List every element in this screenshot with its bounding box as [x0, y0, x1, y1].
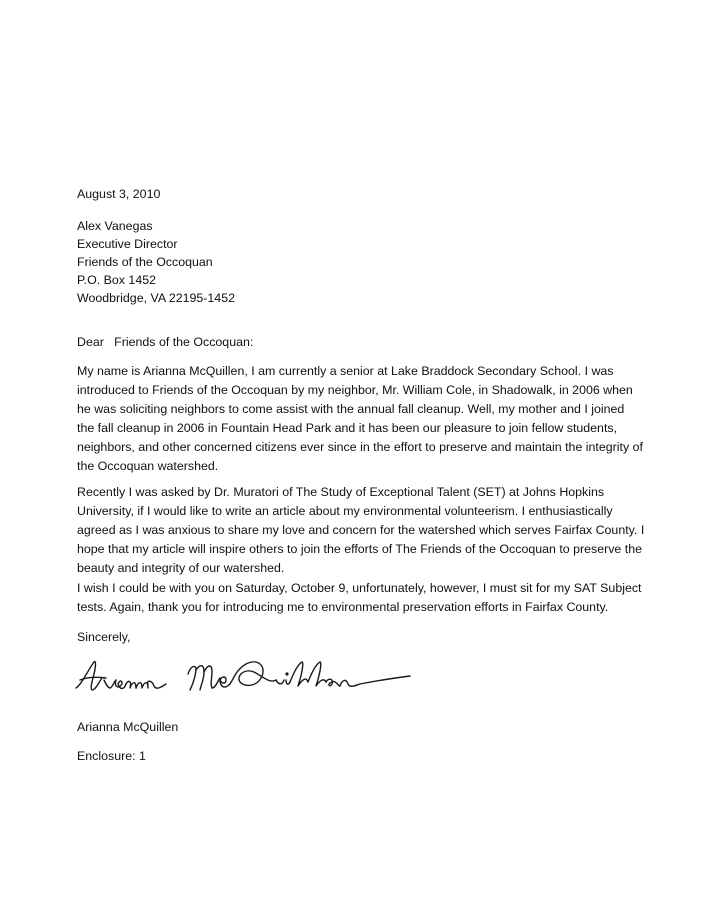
signer-name: Arianna McQuillen: [77, 720, 179, 734]
signature-graphic: [70, 650, 420, 710]
recipient-title: Executive Director: [77, 237, 178, 251]
paragraph-line: hope that my article will inspire others to join the efforts of The Friends of the Occoquan to preserve the: [77, 542, 642, 556]
paragraph-line: Recently I was asked by Dr. Muratori of The Study of Exceptional Talent (SET) at Johns Hopkins: [77, 485, 605, 499]
body-paragraph-2: [77, 483, 645, 578]
paragraph-line: agreed as I was anxious to share my love and concern for the watershed which serves Fairfax County. I: [77, 523, 645, 537]
paragraph-line: My name is Arianna McQuillen, I am currently a senior at Lake Braddock Secondary School. I was: [77, 364, 614, 378]
letter-date: August 3, 2010: [77, 187, 161, 201]
closing: Sincerely,: [77, 630, 131, 644]
body-paragraph-1: [77, 362, 643, 476]
handwritten-signature: [70, 650, 420, 710]
paragraph-line: the fall cleanup in 2006 in Fountain Head Park and it has been our pleasure to join fellow students,: [77, 421, 618, 435]
paragraph-line: I wish I could be with you on Saturday, October 9, unfortunately, however, I must sit for my SAT Subject: [77, 581, 642, 595]
body-paragraph-3: [77, 579, 642, 617]
recipient-city-state-zip: Woodbridge, VA 22195-1452: [77, 291, 235, 305]
recipient-organization: Friends of the Occoquan: [77, 255, 213, 269]
paragraph-line: University, if I would like to write an article about my environmental volunteerism. I enthusiastically: [77, 504, 613, 518]
recipient-name: Alex Vanegas: [77, 219, 153, 233]
recipient-po-box: P.O. Box 1452: [77, 273, 156, 287]
paragraph-line: tests. Again, thank you for introducing me to environmental preservation efforts in Fairfax County.: [77, 600, 609, 614]
paragraph-line: the Occoquan watershed.: [77, 459, 219, 473]
paragraph-line: introduced to Friends of the Occoquan by my neighbor, Mr. William Cole, in Shadowalk, in 2006 when: [77, 383, 633, 397]
paragraph-line: neighbors, and other concerned citizens ever since in the effort to preserve and maintain the integrity of: [77, 440, 643, 454]
enclosure-note: Enclosure: 1: [77, 749, 146, 763]
salutation: Dear Friends of the Occoquan:: [77, 335, 254, 349]
paragraph-line: he was soliciting neighbors to come assist with the annual fall cleanup. Well, my mother and I joined: [77, 402, 625, 416]
paragraph-line: beauty and integrity of our watershed.: [77, 561, 285, 575]
